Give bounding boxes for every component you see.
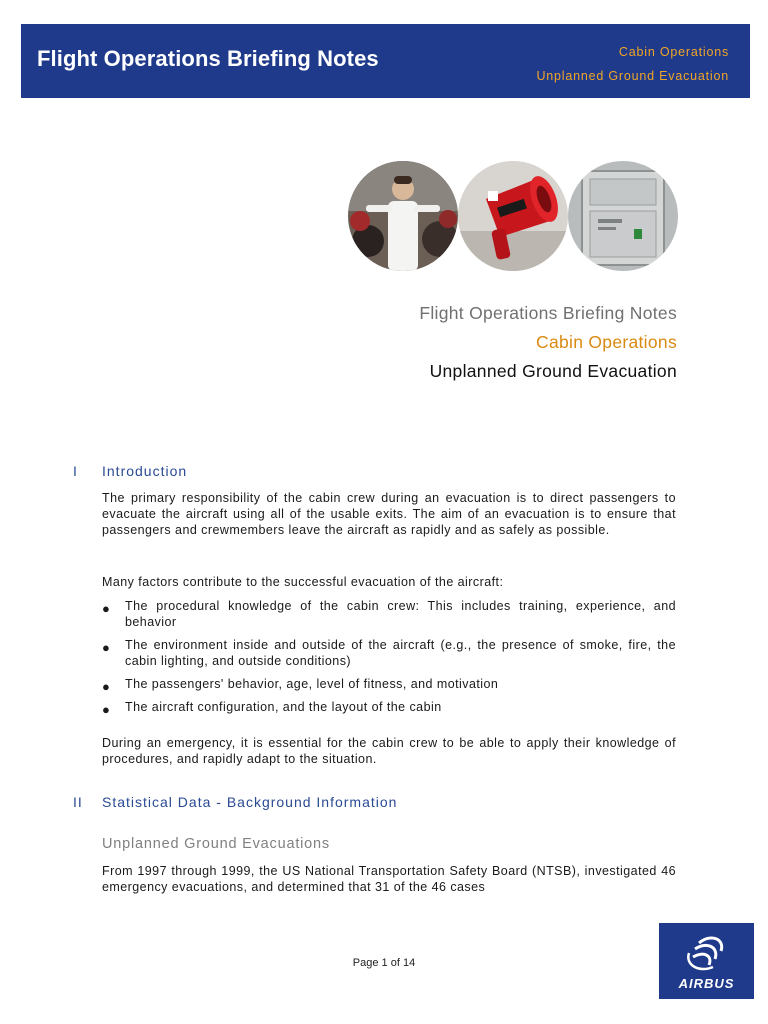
bullet-icon: ● [102, 640, 111, 655]
factors-list [102, 598, 676, 722]
header-category: Cabin Operations [618, 45, 729, 59]
document-series: Flight Operations Briefing Notes [419, 303, 677, 323]
intro-paragraph-1: The primary responsibility of the cabin crew during an evacuation is to direct passengers to evacuate the aircraft using all of the usable exits. The aim of an evacuation is to ensure that passengers and crewmembers leave the aircraft as rapidly and as safely as possible. [102, 491, 676, 537]
stats-paragraph-1: From 1997 through 1999, the US National Transportation Safety Board (NTSB), investigated 46 emergency evacuations, and determined that 31 of the 46 cases [102, 864, 676, 894]
page-number: Page 1 of 14 [352, 957, 416, 969]
bullet-icon: ● [102, 601, 111, 616]
section-title: Introduction [102, 463, 188, 479]
intro-paragraph-3: During an emergency, it is essential for the cabin crew to be able to apply their knowledge of procedures, and rapidly adapt to the situation. [102, 736, 676, 766]
airbus-logo [659, 923, 754, 999]
photo-strip [348, 161, 678, 273]
header-title: Flight Operations Briefing Notes [37, 46, 379, 71]
section-number: I [73, 463, 78, 479]
header-banner [21, 24, 750, 98]
subsection-heading: Unplanned Ground Evacuations [102, 836, 330, 852]
list-item: ● The procedural knowledge of the cabin crew: This includes training, experience, and behavior [102, 599, 676, 629]
logo-text: AIRBUS [678, 976, 735, 991]
header-subtitles [536, 40, 729, 88]
bullet-icon: ● [102, 679, 111, 694]
list-item: ● The environment inside and outside of the aircraft (e.g., the presence of smoke, fire, the cabin lighting, and outside conditions) [102, 638, 676, 668]
list-item: ● The passengers' behavior, age, level of fitness, and motivation [102, 677, 499, 694]
section-number: II [73, 794, 83, 810]
intro-paragraph-2: Many factors contribute to the successful evacuation of the aircraft: [102, 575, 504, 589]
exit-door-photo-icon [568, 161, 678, 271]
bullet-icon: ● [102, 702, 111, 717]
document-titles [419, 303, 677, 382]
document-title: Unplanned Ground Evacuation [429, 361, 677, 381]
section-title: Statistical Data - Background Information [102, 794, 398, 810]
document-category: Cabin Operations [536, 332, 677, 352]
megaphone-photo-icon [458, 161, 568, 271]
list-item: ● The aircraft configuration, and the layout of the cabin [102, 700, 442, 717]
cabin-crew-photo-icon [348, 161, 458, 271]
header-topic: Unplanned Ground Evacuation [536, 69, 729, 83]
